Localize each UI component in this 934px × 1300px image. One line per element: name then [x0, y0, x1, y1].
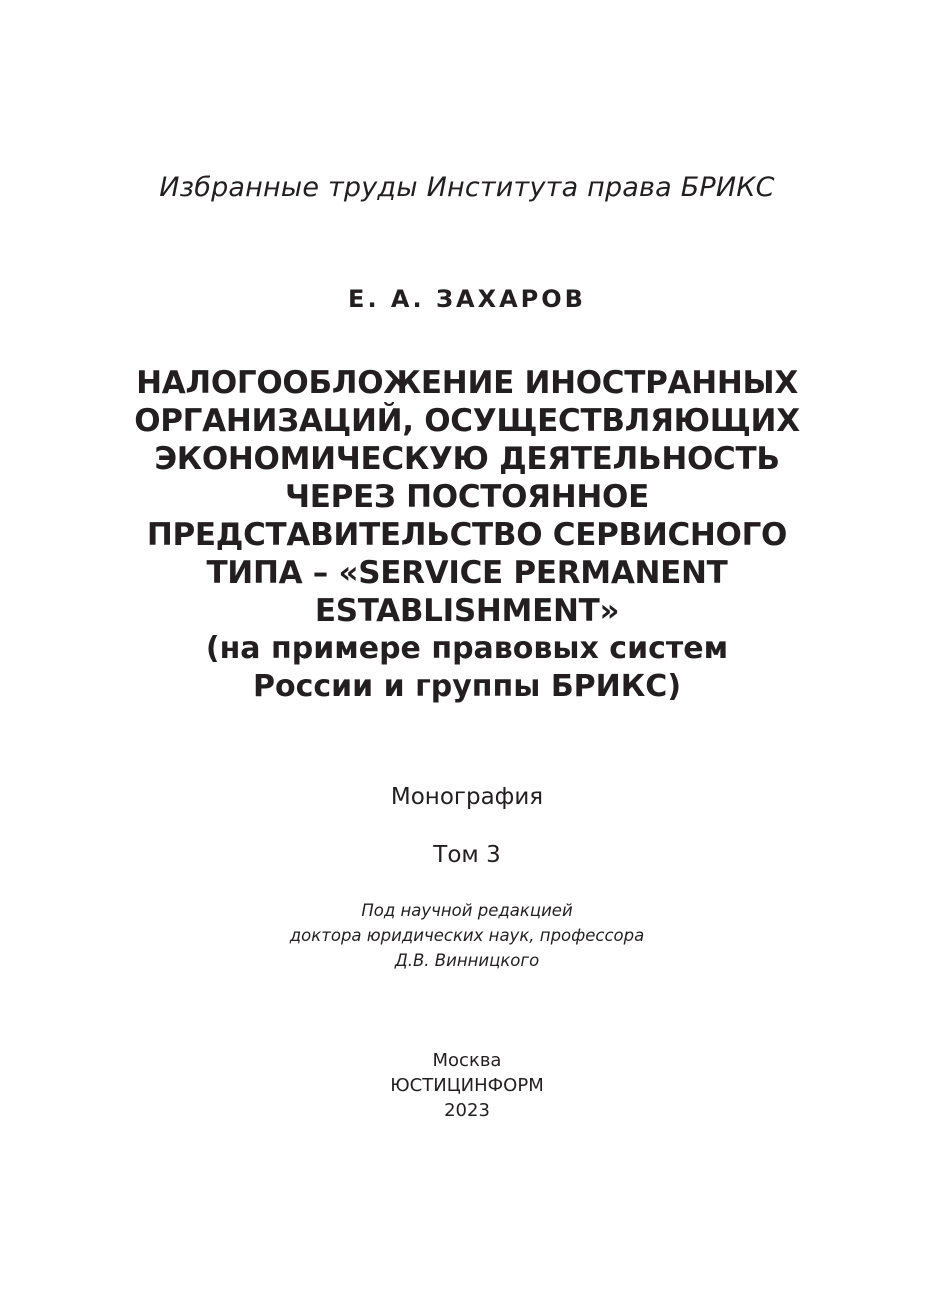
- volume-number: Том 3: [433, 842, 501, 868]
- title-line: ТИПА – «SERVICE PERMANENT: [206, 555, 728, 591]
- title-line: ОРГАНИЗАЦИЙ, ОСУЩЕСТВЛЯЮЩИХ: [134, 403, 800, 439]
- series-title: Избранные труды Института права БРИКС: [159, 172, 775, 203]
- editor-name: Д.В. Винницкого: [394, 951, 540, 970]
- editor-block: [0, 898, 934, 973]
- imprint-block: [0, 1048, 934, 1123]
- title-line: ESTABLISHMENT»: [314, 593, 620, 629]
- imprint-city: Москва: [432, 1050, 502, 1071]
- publication-type: Монография: [390, 784, 544, 810]
- editor-line: Под научной редакцией: [361, 901, 573, 920]
- subtitle-line: (на примере правовых систем: [205, 631, 729, 666]
- title-line: ЧЕРЕЗ ПОСТОЯННОЕ: [285, 479, 649, 515]
- title-line: НАЛОГООБЛОЖЕНИЕ ИНОСТРАННЫХ: [136, 365, 798, 401]
- imprint-publisher: ЮСТИЦИНФОРМ: [390, 1075, 544, 1096]
- subtitle-line: России и группы БРИКС): [252, 669, 682, 704]
- imprint-year: 2023: [444, 1100, 490, 1121]
- author-name: Е. А. ЗАХАРОВ: [348, 285, 586, 313]
- book-title: [120, 364, 814, 706]
- editor-line: доктора юридических наук, профессора: [289, 926, 645, 945]
- title-line: ПРЕДСТАВИТЕЛЬСТВО СЕРВИСНОГО: [146, 517, 788, 553]
- title-line: ЭКОНОМИЧЕСКУЮ ДЕЯТЕЛЬНОСТЬ: [154, 441, 780, 477]
